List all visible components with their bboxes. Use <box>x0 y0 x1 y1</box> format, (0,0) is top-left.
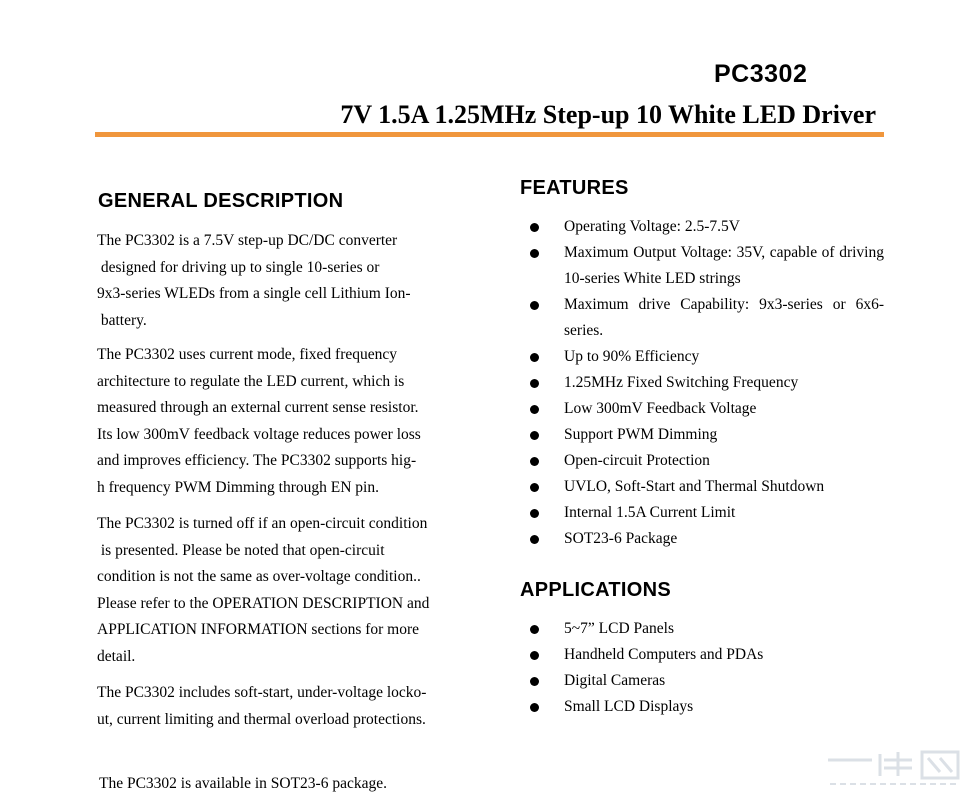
bullet-icon <box>530 223 539 232</box>
bullet-icon <box>530 677 539 686</box>
applications-heading: APPLICATIONS <box>520 579 672 601</box>
bullet-icon <box>530 483 539 492</box>
bullet-icon <box>530 703 539 712</box>
description-paragraph <box>97 228 477 334</box>
feature-text: UVLO, Soft-Start and Thermal Shutdown <box>564 478 825 495</box>
features-list <box>526 214 884 552</box>
description-paragraph <box>97 511 477 670</box>
list-item <box>526 344 884 370</box>
application-text: 5~7” LCD Panels <box>564 620 674 637</box>
list-item <box>526 474 884 500</box>
list-item <box>526 214 884 240</box>
feature-text: Maximum Output Voltage: 35V, capable of driving 10-series White LED strings <box>564 244 884 287</box>
list-item <box>526 526 884 552</box>
text-line: measured through an external current sense resistor. <box>97 399 419 416</box>
bullet-icon <box>530 651 539 660</box>
text-line: architecture to regulate the LED current, which is <box>97 372 405 390</box>
part-number: PC3302 <box>714 60 808 88</box>
feature-text: Maximum drive Capability: 9x3-series or 6x6-series. <box>564 296 884 339</box>
text-line: The PC3302 is turned off if an open-circuit condition <box>97 515 428 532</box>
list-item <box>526 292 884 344</box>
feature-text: 1.25MHz Fixed Switching Frequency <box>564 374 799 391</box>
description-paragraph <box>97 342 477 501</box>
bullet-icon <box>530 249 539 258</box>
bullet-icon <box>530 509 539 518</box>
header-rule <box>95 132 884 137</box>
bullet-icon <box>530 625 539 634</box>
site-watermark-logo-icon <box>820 746 970 792</box>
list-item <box>526 370 884 396</box>
text-line: condition is not the same as over-voltage condition.. <box>97 568 421 585</box>
text-line: is presented. Please be noted that open-circuit <box>97 541 385 559</box>
feature-text: Low 300mV Feedback Voltage <box>564 400 757 417</box>
bullet-icon <box>530 353 539 362</box>
application-text: Digital Cameras <box>564 672 666 689</box>
list-item <box>526 694 884 720</box>
bullet-icon <box>530 431 539 440</box>
bullet-icon <box>530 457 539 466</box>
feature-text: Support PWM Dimming <box>564 426 718 443</box>
list-item <box>526 240 884 292</box>
bullet-icon <box>530 301 539 310</box>
text-line: APPLICATION INFORMATION sections for more <box>97 621 420 638</box>
document-subtitle: 7V 1.5A 1.25MHz Step-up 10 White LED Driver <box>340 100 876 129</box>
text-line: The PC3302 is a 7.5V step-up DC/DC converter <box>97 232 398 249</box>
feature-text: Up to 90% Efficiency <box>564 348 700 365</box>
application-text: Handheld Computers and PDAs <box>564 646 764 663</box>
text-line: detail. <box>97 647 136 665</box>
feature-text: Operating Voltage: 2.5-7.5V <box>564 218 740 235</box>
text-line: Please refer to the OPERATION DESCRIPTION and <box>97 594 430 612</box>
general-description-heading: GENERAL DESCRIPTION <box>98 190 344 212</box>
description-paragraph <box>97 680 477 733</box>
bullet-icon <box>530 405 539 414</box>
general-description-body <box>97 228 477 806</box>
list-item <box>526 396 884 422</box>
text-line: ut, current limiting and thermal overload protections. <box>97 710 426 728</box>
description-paragraph <box>97 771 477 798</box>
list-item <box>526 422 884 448</box>
feature-text: Internal 1.5A Current Limit <box>564 504 736 521</box>
text-line: 9x3-series WLEDs from a single cell Lithium Ion- <box>97 285 411 302</box>
applications-list <box>526 616 884 720</box>
list-item <box>526 500 884 526</box>
list-item <box>526 616 884 642</box>
bullet-icon <box>530 535 539 544</box>
text-line: The PC3302 uses current mode, fixed frequency <box>97 346 398 363</box>
list-item <box>526 448 884 474</box>
text-line: and improves efficiency. The PC3302 supports hig- <box>97 452 417 469</box>
text-line: battery. <box>97 311 147 329</box>
text-line: Its low 300mV feedback voltage reduces power loss <box>97 425 421 443</box>
features-heading: FEATURES <box>520 177 629 199</box>
feature-text: Open-circuit Protection <box>564 452 710 469</box>
text-line: designed for driving up to single 10-series or <box>97 258 380 276</box>
list-item <box>526 668 884 694</box>
text-line: h frequency PWM Dimming through EN pin. <box>97 478 379 496</box>
list-item <box>526 642 884 668</box>
text-line: The PC3302 includes soft-start, under-voltage locko- <box>97 684 427 701</box>
text-line: The PC3302 is available in SOT23-6 package. <box>99 775 387 792</box>
bullet-icon <box>530 379 539 388</box>
feature-text: SOT23-6 Package <box>564 530 678 547</box>
application-text: Small LCD Displays <box>564 698 694 715</box>
